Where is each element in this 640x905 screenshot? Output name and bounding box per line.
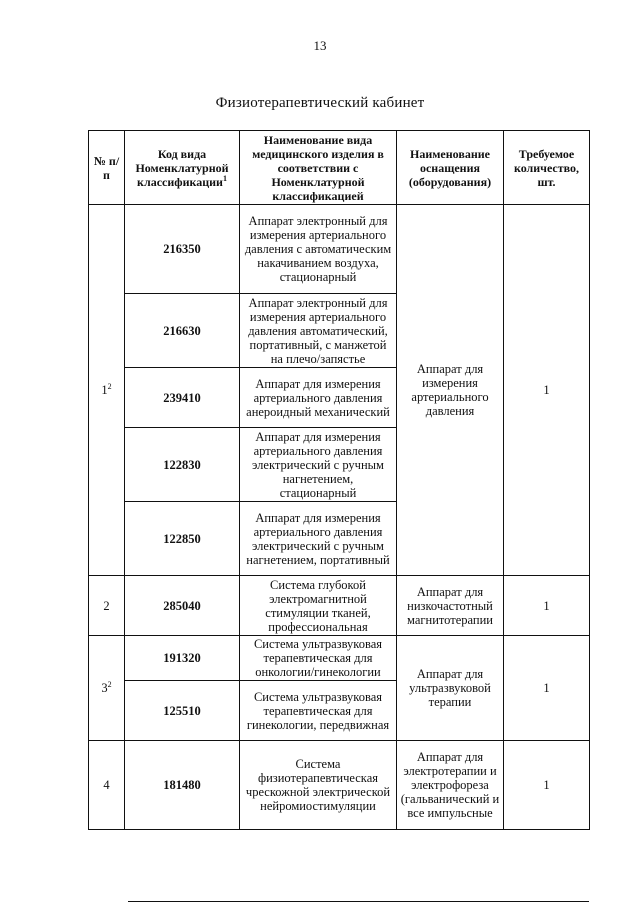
header-qty: Требуемое количество, шт.	[504, 131, 590, 205]
qty-cell: 1	[504, 741, 590, 830]
code-cell: 181480	[125, 741, 240, 830]
row-num-text: 2	[103, 598, 110, 613]
row-num-text: 4	[103, 778, 110, 792]
row-num-text: 3	[101, 681, 108, 695]
code-cell: 191320	[125, 636, 240, 681]
footnote-marker: 2	[107, 381, 112, 391]
code-cell: 125510	[125, 681, 240, 741]
code-cell: 122830	[125, 428, 240, 502]
qty-cell: 1	[504, 576, 590, 636]
row-num	[89, 741, 125, 830]
header-num: № п/п	[89, 131, 125, 205]
table-row	[89, 636, 590, 681]
footnote-marker: 1	[222, 173, 227, 183]
device-name-cell: Система ультразвуковая терапевтическая для онкологии/гинекологии	[240, 636, 397, 681]
table-row	[89, 576, 590, 636]
code-cell: 216630	[125, 294, 240, 368]
code-cell: 285040	[125, 576, 240, 636]
code-cell: 216350	[125, 205, 240, 294]
equipment-table	[88, 130, 590, 830]
equipment-cell: Аппарат для ультразвуковой терапии	[397, 636, 504, 741]
row-num-text: 1	[101, 383, 108, 397]
page-number: 13	[313, 38, 327, 53]
header-device: Наименование вида медицинского изделия в соответствии с Номенклатурной классификацией	[240, 131, 397, 205]
header-code	[125, 131, 240, 205]
equipment-cell: Аппарат для измерения артериального давления	[397, 205, 504, 576]
device-name-cell: Аппарат для измерения артериального давления анероидный механический	[240, 368, 397, 428]
device-name-cell: Аппарат электронный для измерения артериального давления с автоматическим накачиванием воздуха, стационарный	[240, 205, 397, 294]
header-code-text: Код вида Номенклатурной классификации	[135, 146, 229, 189]
row-num	[89, 576, 125, 636]
code-cell: 239410	[125, 368, 240, 428]
device-name-cell: Система глубокой электромагнитной стимуляции тканей, профессиональная	[240, 576, 397, 636]
device-name-cell: Система физиотерапевтическая чрескожной электрической нейромиостимуляции	[240, 741, 397, 830]
qty-cell: 1	[504, 205, 590, 576]
table-row	[89, 741, 590, 830]
device-name-cell: Аппарат для измерения артериального давления электрический с ручным нагнетением, стационарный	[240, 428, 397, 502]
equipment-cell: Аппарат для электротерапии и электрофореза (гальванический и все импульсные	[397, 741, 504, 830]
footnote-marker: 2	[107, 679, 112, 689]
header-row	[89, 131, 590, 205]
device-name-cell: Аппарат для измерения артериального давления электрический с ручным нагнетением, портативный	[240, 502, 397, 576]
equipment-cell: Аппарат для низкочастотный магнитотерапии	[397, 576, 504, 636]
device-name-cell: Система ультразвуковая терапевтическая для гинекологии, передвижная	[240, 681, 397, 741]
device-name-cell: Аппарат электронный для измерения артериального давления автоматический, портативный, с манжетой на плечо/запястье	[240, 294, 397, 368]
qty-cell: 1	[504, 636, 590, 741]
section-title: Физиотерапевтический кабинет	[215, 95, 425, 111]
header-equipment: Наименование оснащения (оборудования)	[397, 131, 504, 205]
table-row	[89, 205, 590, 294]
row-num	[89, 205, 125, 576]
code-cell: 122850	[125, 502, 240, 576]
row-num	[89, 636, 125, 741]
bottom-rule	[128, 901, 589, 902]
